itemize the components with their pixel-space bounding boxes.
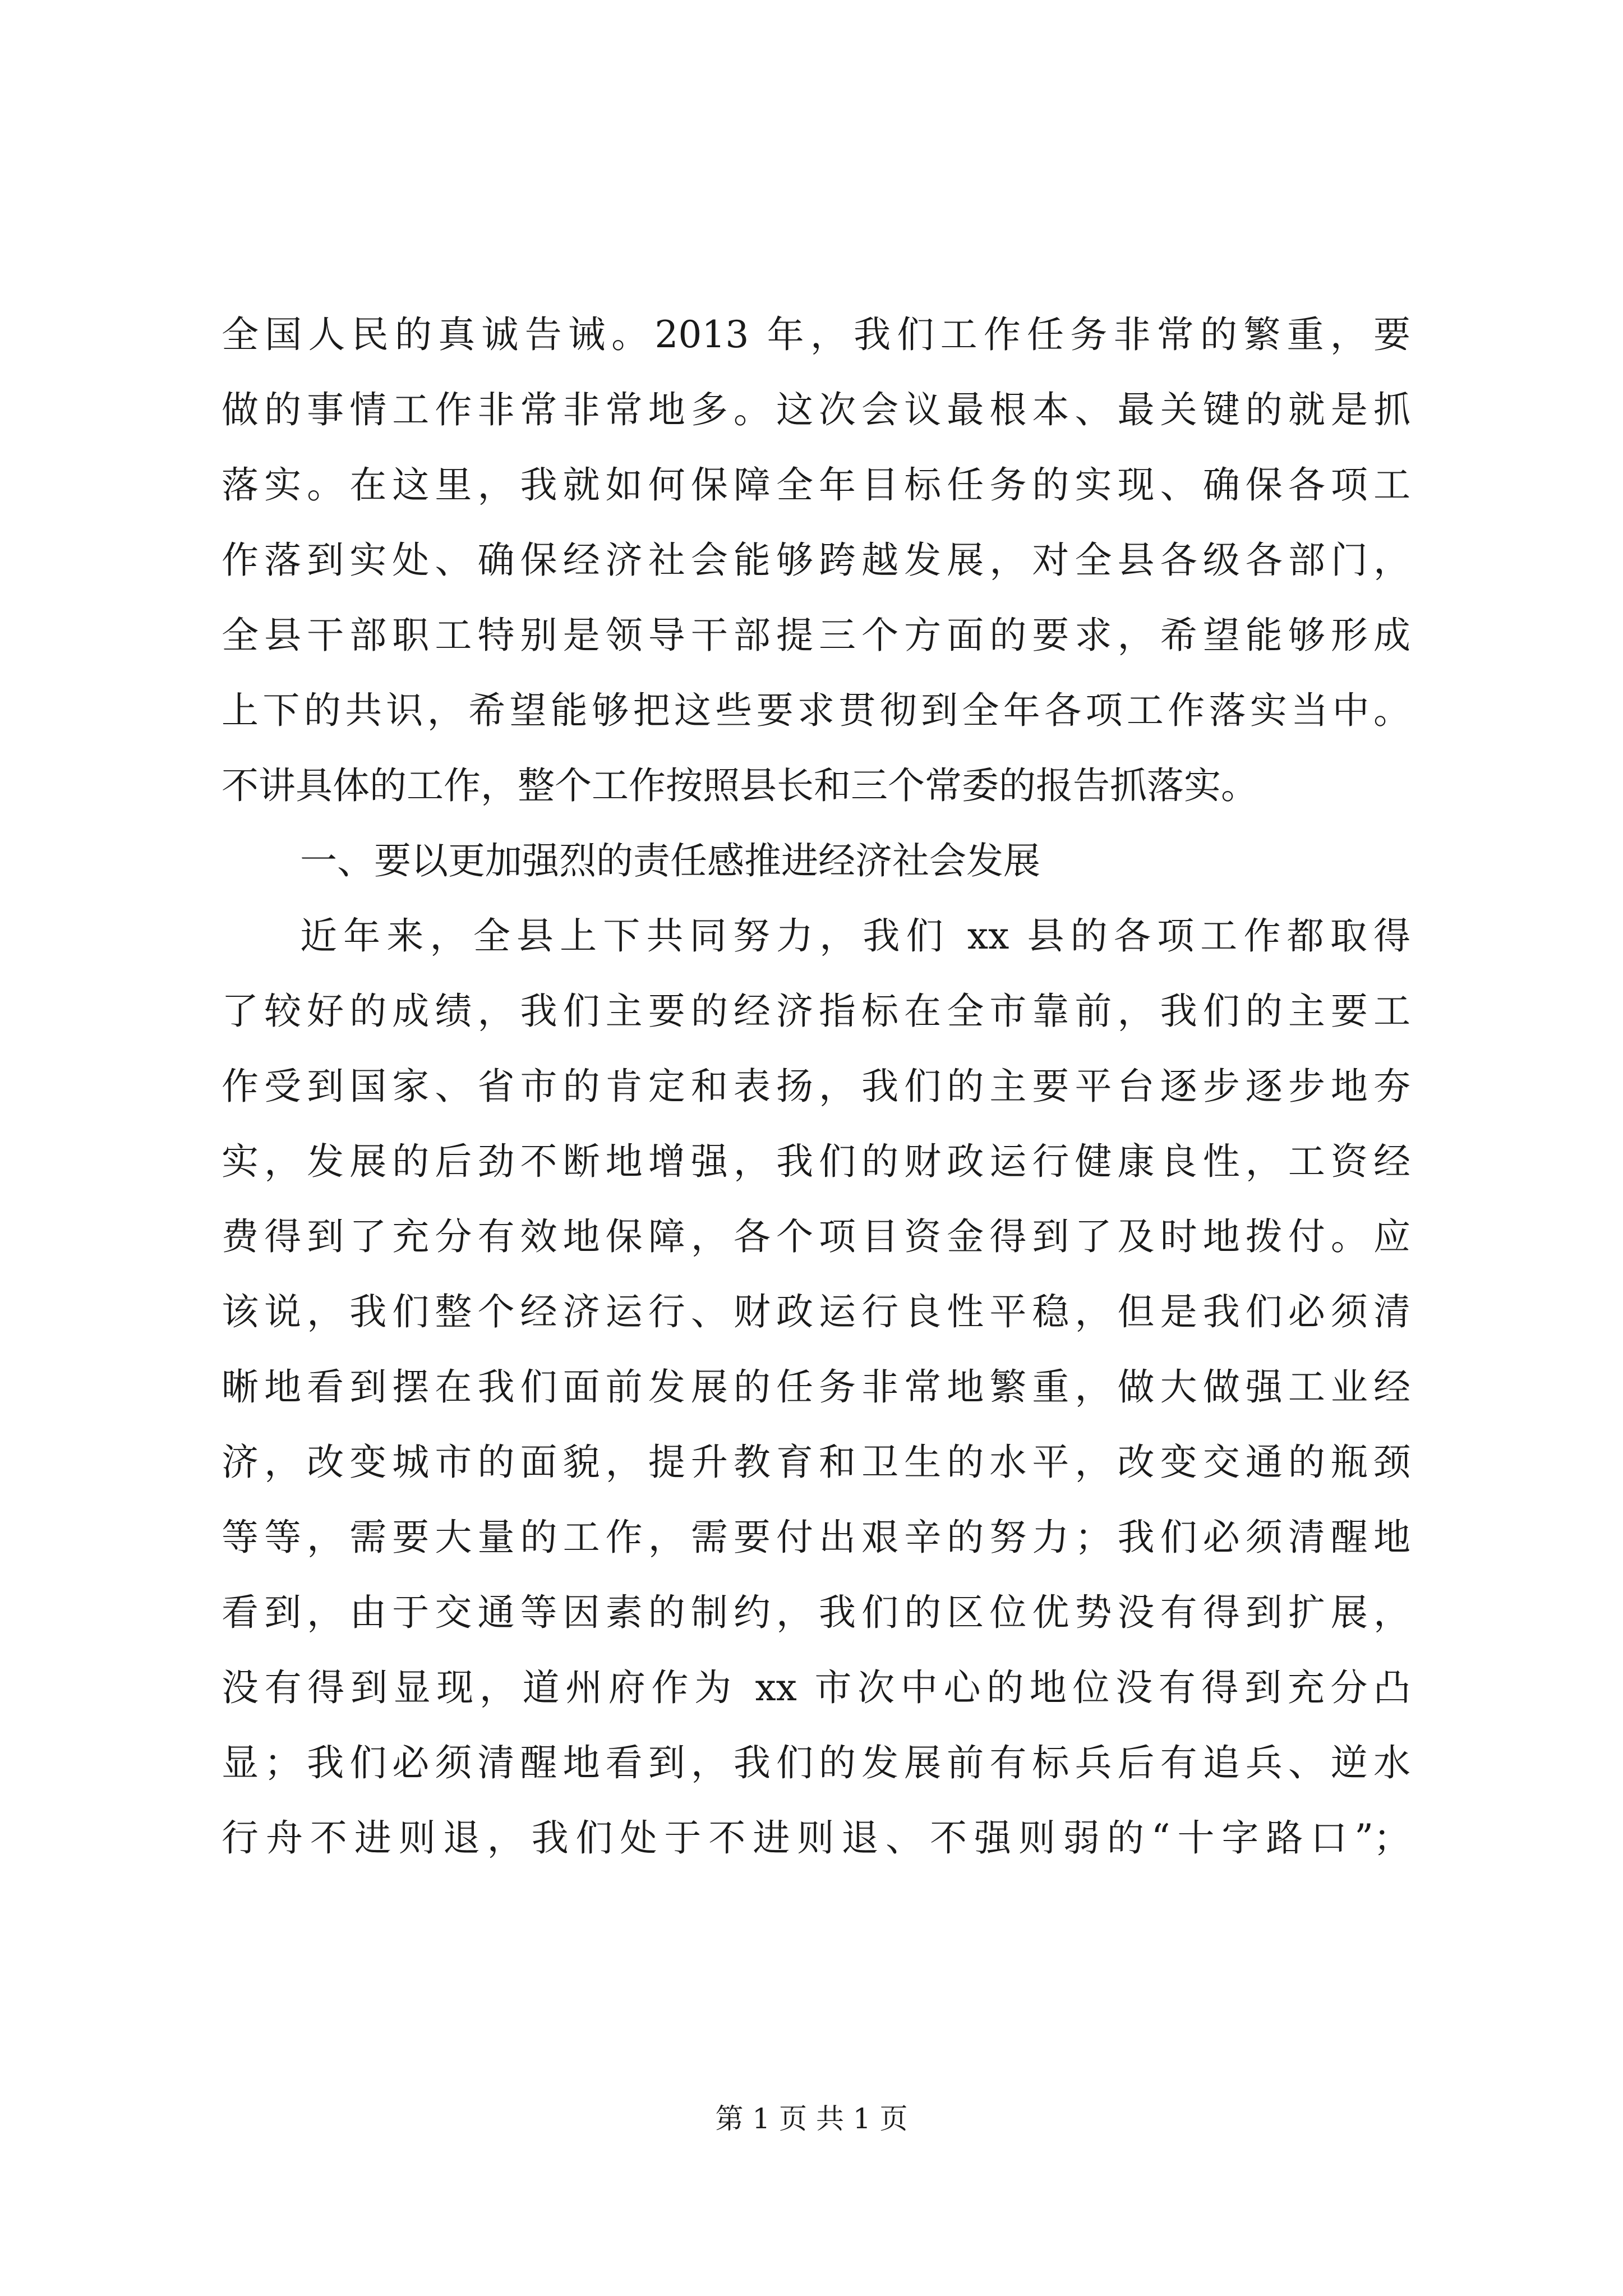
paragraph-line: 全国人民的真诚告诫。2013 年，我们工作任务非常的繁重，要 xyxy=(222,313,1410,356)
paragraph-line: 做的事情工作非常非常地多。这次会议最根本、最关键的就是抓 xyxy=(222,388,1410,431)
paragraph-line: 该说，我们整个经济运行、财政运行良性平稳，但是我们必须清 xyxy=(222,1290,1410,1333)
paragraph-line: 近年来，全县上下共同努力，我们 xx 县的各项工作都取得 xyxy=(300,914,1410,958)
paragraph-line: 费得到了充分有效地保障，各个项目资金得到了及时地拨付。应 xyxy=(222,1215,1410,1258)
paragraph-line: 作受到国家、省市的肯定和表扬，我们的主要平台逐步逐步地夯 xyxy=(222,1065,1410,1108)
document-body xyxy=(222,297,1410,1876)
paragraph-line: 看到，由于交通等因素的制约，我们的区位优势没有得到扩展， xyxy=(222,1591,1410,1634)
paragraph-line: 不讲具体的工作，整个工作按照县长和三个常委的报告抓落实。 xyxy=(222,764,1258,807)
section-heading: 一、要以更加强烈的责任感推进经济社会发展 xyxy=(300,839,1040,882)
paragraph-line: 等等，需要大量的工作，需要付出艰辛的努力；我们必须清醒地 xyxy=(222,1516,1410,1559)
paragraph-line: 落实。在这里，我就如何保障全年目标任务的实现、确保各项工 xyxy=(222,463,1410,507)
paragraph-line: 济，改变城市的面貌，提升教育和卫生的水平，改变交通的瓶颈 xyxy=(222,1441,1410,1484)
paragraph-line: 作落到实处、确保经济社会能够跨越发展，对全县各级各部门， xyxy=(222,539,1410,582)
paragraph-line: 实，发展的后劲不断地增强，我们的财政运行健康良性，工资经 xyxy=(222,1140,1410,1183)
paragraph-line: 了较好的成绩，我们主要的经济指标在全市靠前，我们的主要工 xyxy=(222,990,1410,1033)
paragraph-line: 全县干部职工特别是领导干部提三个方面的要求，希望能够形成 xyxy=(222,614,1410,657)
paragraph-line: 没有得到显现，道州府作为 xx 市次中心的地位没有得到充分凸 xyxy=(222,1666,1410,1709)
paragraph-line: 行舟不进则退，我们处于不进则退、不强则弱的“十字路口”； xyxy=(222,1816,1410,1860)
page-number-footer: 第 1 页 共 1 页 xyxy=(715,2102,908,2135)
paragraph-line: 晰地看到摆在我们面前发展的任务非常地繁重，做大做强工业经 xyxy=(222,1365,1410,1409)
paragraph-line: 上下的共识，希望能够把这些要求贯彻到全年各项工作落实当中。 xyxy=(222,689,1410,732)
paragraph-line: 显；我们必须清醒地看到，我们的发展前有标兵后有追兵、逆水 xyxy=(222,1741,1410,1784)
